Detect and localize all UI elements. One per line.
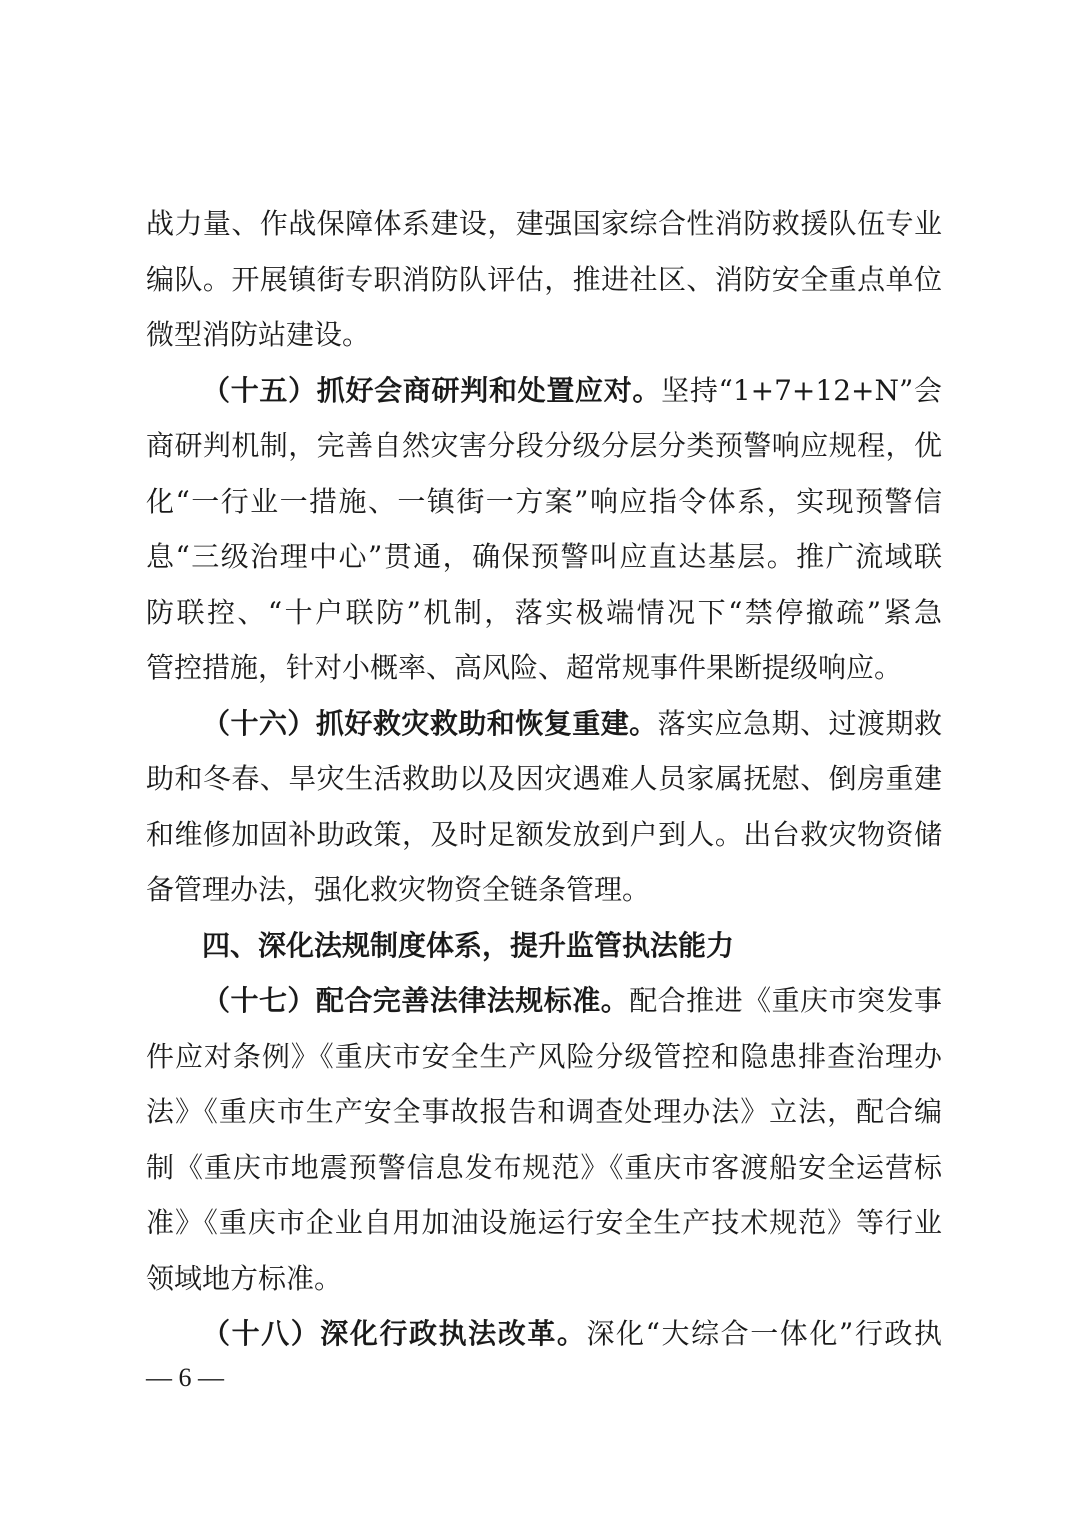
subsection-title: （十八）深化行政执法改革。 [202, 1317, 587, 1350]
page-number: — 6 — [146, 1363, 224, 1392]
text-line [146, 1084, 942, 1140]
line-text: 领域地方标准。 [146, 1261, 343, 1295]
text-line [146, 862, 942, 918]
line-text: 件应对条例》《重庆市安全生产风险分级管控和隐患排查治理办 [146, 1039, 942, 1073]
line-text: 编队。开展镇街专职消防队评估，推进社区、消防安全重点单位 [146, 262, 942, 296]
text-line [146, 418, 942, 474]
text-line [146, 1195, 942, 1251]
text-line [146, 585, 942, 641]
subsection-title: （十七）配合完善法律法规标准。 [202, 984, 630, 1017]
subsection-title: （十五）抓好会商研判和处置应对。 [202, 373, 662, 407]
line-text: 备管理办法，强化救灾物资全链条管理。 [146, 873, 651, 906]
line-text: 和维修加固补助政策，及时足额发放到户到人。出台救灾物资储 [146, 817, 942, 851]
line-text: 微型消防站建设。 [146, 318, 371, 351]
text-line [146, 307, 942, 363]
line-text: 深化“大综合一体化”行政执 [586, 1317, 942, 1350]
text-line [146, 1251, 942, 1307]
line-text: 落实应急期、过渡期救 [657, 706, 942, 740]
text-line [146, 529, 942, 585]
line-text: 管控措施，针对小概率、高风险、超常规事件果断提级响应。 [146, 651, 903, 684]
text-line [146, 1140, 942, 1196]
text-line [146, 252, 942, 308]
text-line [146, 696, 942, 752]
text-line [146, 474, 942, 530]
text-line [146, 807, 942, 863]
document-body [146, 196, 942, 1362]
line-text: 坚持“1+7+12+N”会 [661, 373, 942, 407]
text-line [146, 196, 942, 252]
section-heading: 四、深化法规制度体系，提升监管执法能力 [202, 928, 735, 962]
line-text: 息“三级治理中心”贯通，确保预警叫应直达基层。推广流域联 [146, 540, 942, 573]
text-line [146, 1029, 942, 1085]
line-text: 法》《重庆市生产安全事故报告和调查处理办法》立法，配合编 [146, 1095, 942, 1128]
line-text: 战力量、作战保障体系建设，建强国家综合性消防救援队伍专业 [146, 207, 942, 240]
subsection-title: （十六）抓好救灾救助和恢复重建。 [202, 706, 658, 740]
text-line [146, 973, 942, 1029]
text-line [146, 751, 942, 807]
line-text: 防联控、“十户联防”机制，落实极端情况下“禁停撤疏”紧急 [146, 595, 942, 629]
text-line [146, 363, 942, 419]
text-line [146, 1306, 942, 1362]
line-text: 助和冬春、旱灾生活救助以及因灾遇难人员家属抚慰、倒房重建 [146, 762, 942, 795]
line-text: 准》《重庆市企业自用加油设施运行安全生产技术规范》等行业 [146, 1206, 942, 1239]
line-text: 配合推进《重庆市突发事 [629, 984, 942, 1017]
line-text: 商研判机制，完善自然灾害分段分级分层分类预警响应规程，优 [146, 429, 942, 462]
line-text: 制《重庆市地震预警信息发布规范》《重庆市客渡船安全运营标 [146, 1150, 942, 1184]
text-line [146, 640, 942, 696]
line-text: 化“一行业一措施、一镇街一方案”响应指令体系，实现预警信 [146, 484, 942, 518]
